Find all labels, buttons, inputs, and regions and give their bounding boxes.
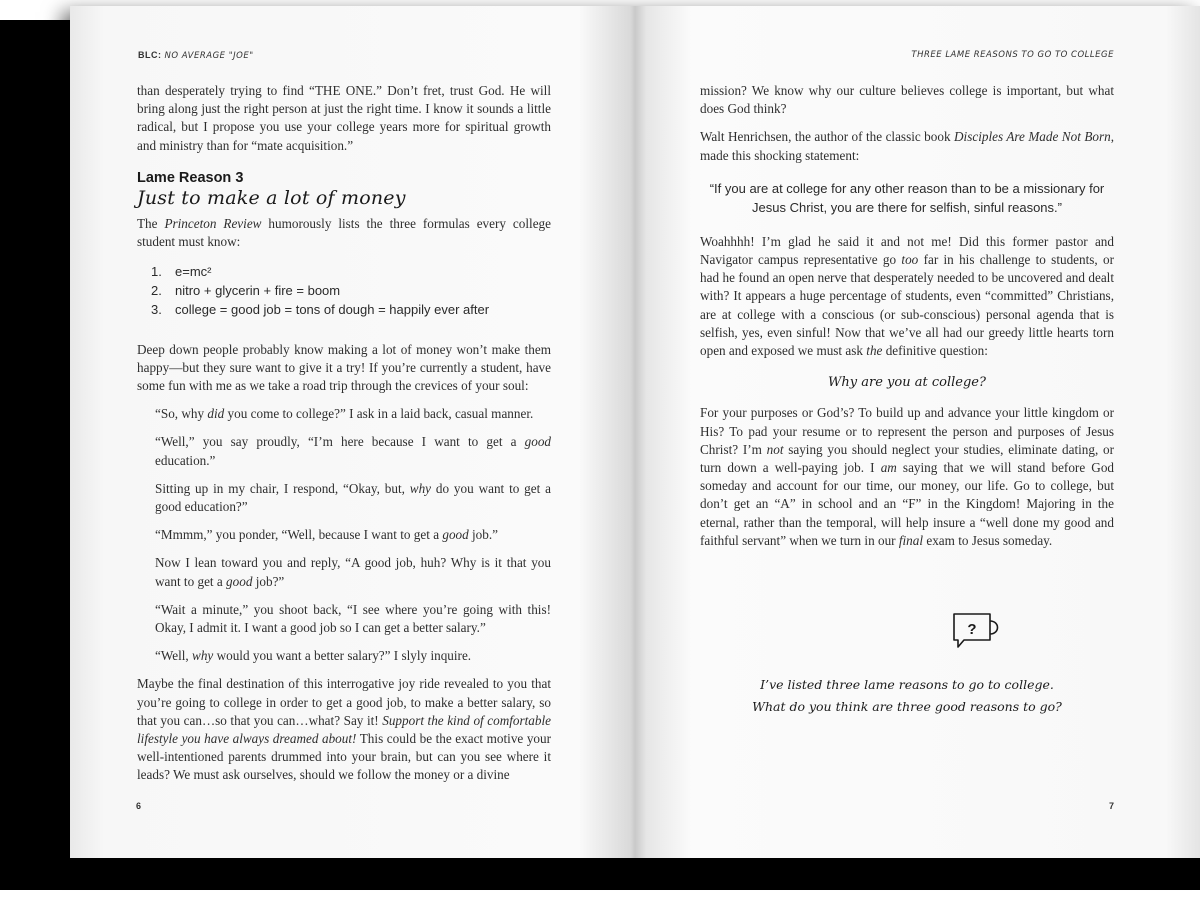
- woahhhh-text: Woahhhh! I’m glad he said it and not me! Did this former pastor and Navigator campus representative go: [700, 233, 1114, 268]
- princeton-before: The: [137, 216, 165, 232]
- woahhhh-emphasis: too: [901, 252, 919, 268]
- final-text: Maybe the final destination of this interrogative joy ride revealed to you that you’re going to college in order to get a good job, to make a better salary, so that you can…so that you can…what? Say it!: [137, 676, 551, 728]
- purposes-text: For your purposes or God’s? To build up and advance your little kingdom or His? To pad your resume or to represent the person and purposes of Jesus Christ? I’m: [700, 405, 1114, 457]
- dialogue-text: Sitting up in my chair, I respond, “Okay, but,: [155, 480, 410, 496]
- dialogue-line: [137, 554, 551, 590]
- walt-paragraph: [700, 128, 1114, 164]
- final-paragraph: [137, 675, 551, 784]
- purposes-emphasis: am: [880, 460, 897, 476]
- formula-list: [151, 262, 551, 319]
- dialogue-text: job?”: [252, 573, 285, 589]
- right-running-head: THREE LAME REASONS TO GO TO COLLEGE: [911, 50, 1114, 60]
- block-quote: “If you are at college for any other reason than to be a missionary for Jesus Christ, you are there for selfish, sinful reasons.”: [709, 180, 1105, 215]
- purposes-emphasis: final: [898, 532, 924, 548]
- running-head-title: NO AVERAGE "JOE": [164, 51, 254, 61]
- woahhhh-text: far in his challenge to students, or had he found an open nerve that desperately needed to be uncovered and dealt with? It appears a huge percentage of students, even “committed” Christians, are at college with a conscious (or sub-conscious) personal agenda that is selfish, yes, even sinful! Now that we’ve all had our greedy little hearts torn open and exposed we must ask: [700, 252, 1115, 359]
- list-number: 1.: [151, 263, 162, 279]
- dialogue-text: “Mmmm,” you ponder, “Well, because I want to get a: [155, 527, 443, 543]
- dialogue-text: “Well,” you say proudly, “I’m here because I want to get a: [155, 434, 525, 450]
- dialogue-text: you come to college?” I ask in a laid back, casual manner.: [224, 406, 534, 422]
- closing-line-2: What do you think are three good reasons to go?: [752, 699, 1062, 714]
- dialogue-text: do you want to get a good education?”: [155, 480, 552, 515]
- dialogue-emphasis: good: [524, 434, 551, 450]
- walt-text: , made this shocking statement:: [700, 129, 1114, 163]
- final-text: This could be the exact motive your well-intentioned parents drummed into your brain, but can you see where it leads? We must ask ourselves, should we follow the money or a divine: [137, 731, 551, 783]
- deep-down-paragraph: Deep down people probably know making a lot of money won’t make them happy—but they sure want to give it a try! If you’re currently a student, have some fun with me as we take a road trip through the crevices of your soul:: [137, 341, 551, 394]
- list-item: [151, 300, 551, 319]
- dialogue-text: would you want a better salary?” I slyly inquire.: [213, 648, 472, 664]
- dialogue-line: [137, 480, 551, 516]
- running-head-prefix: BLC:: [138, 50, 162, 60]
- princeton-paragraph: [137, 215, 551, 251]
- dialogue-line: [137, 433, 551, 469]
- woahhhh-text: definitive question:: [882, 343, 988, 359]
- list-text: college = good job = tons of dough = happily ever after: [175, 301, 490, 317]
- dialogue-text: Now I lean toward you and reply, “A good job, huh? Why is it that you want to get a: [155, 555, 551, 589]
- woahhhh-emphasis: the: [866, 343, 883, 359]
- dialogue-emphasis: why: [409, 480, 432, 496]
- list-item: [151, 281, 551, 300]
- dialogue-emphasis: why: [192, 648, 214, 664]
- left-running-head: [138, 50, 254, 61]
- woahhhh-paragraph: [700, 233, 1114, 360]
- princeton-after: humorously lists the three formulas every college student must know:: [137, 216, 551, 250]
- left-page-number: 6: [136, 801, 142, 811]
- list-text: e=mc²: [175, 263, 212, 279]
- dialogue-text: education.”: [155, 452, 216, 468]
- dialogue-text: job.”: [468, 527, 499, 543]
- walt-text: Walt Henrichsen, the author of the classic book: [700, 129, 955, 145]
- right-page-number: 7: [1108, 801, 1114, 811]
- section-heading: Lame Reason 3: [137, 169, 244, 186]
- princeton-book-title: Princeton Review: [164, 216, 262, 232]
- open-book: [70, 6, 1200, 858]
- list-number: 2.: [151, 282, 162, 298]
- dialogue-line: [137, 647, 551, 665]
- purposes-text: saying you should neglect your studies, eliminate dating, or turn down a well-paying job. I: [700, 441, 1115, 476]
- section-subheading: Just to make a lot of money: [137, 187, 406, 210]
- mission-paragraph: mission? We know why our culture believes college is important, but what does God think?: [700, 83, 1114, 117]
- list-text: nitro + glycerin + fire = boom: [175, 282, 341, 298]
- question-mug-icon: [950, 610, 1006, 650]
- purposes-text: exam to Jesus someday.: [923, 532, 1053, 548]
- dialogue-emphasis: good: [442, 527, 469, 543]
- closing-line-1: I’ve listed three lame reasons to go to college.: [760, 677, 1054, 692]
- list-number: 3.: [151, 301, 162, 317]
- right-body: [700, 82, 1114, 550]
- question-mark-glyph: ?: [967, 621, 977, 638]
- why-question: Why are you at college?: [828, 375, 986, 391]
- dialogue-text: “So, why: [155, 406, 208, 422]
- left-page: [70, 6, 626, 858]
- closing-note: [700, 674, 1114, 718]
- purposes-emphasis: not: [766, 441, 784, 457]
- dialogue-text: “Well,: [155, 648, 193, 664]
- dialogue-line: [137, 405, 551, 423]
- right-page: [626, 6, 1200, 858]
- list-item: [151, 262, 551, 281]
- dialogue-line: [137, 526, 551, 544]
- purposes-paragraph: [700, 404, 1114, 550]
- dialogue-line: “Wait a minute,” you shoot back, “I see where you’re going with this! Okay, I admit it. I want a good job so I can get a better salary.”: [155, 601, 551, 636]
- dialogue-emphasis: did: [207, 406, 225, 422]
- purposes-text: saying that we will stand before God someday and account for our time, our money, our life. Go to college, but don’t get an “A” in school and an “F” in the Kingdom! Majoring in the eternal, rather than the temporal, will help insure a “well done my good and faithful servant” when we turn in our: [700, 460, 1115, 548]
- dialogue-emphasis: good: [226, 573, 253, 589]
- intro-paragraph: than desperately trying to find “THE ONE.” Don’t fret, trust God. He will bring along just the right person at just the right time. I know it sounds a little radical, but I propose you use your college years more for spiritual growth and ministry than for “mate acquisition.”: [137, 83, 551, 153]
- final-emphasis: Support the kind of comfortable lifestyle you have always dreamed about!: [137, 712, 551, 747]
- walt-book-title: Disciples Are Made Not Born: [954, 129, 1111, 145]
- left-body: [137, 82, 551, 785]
